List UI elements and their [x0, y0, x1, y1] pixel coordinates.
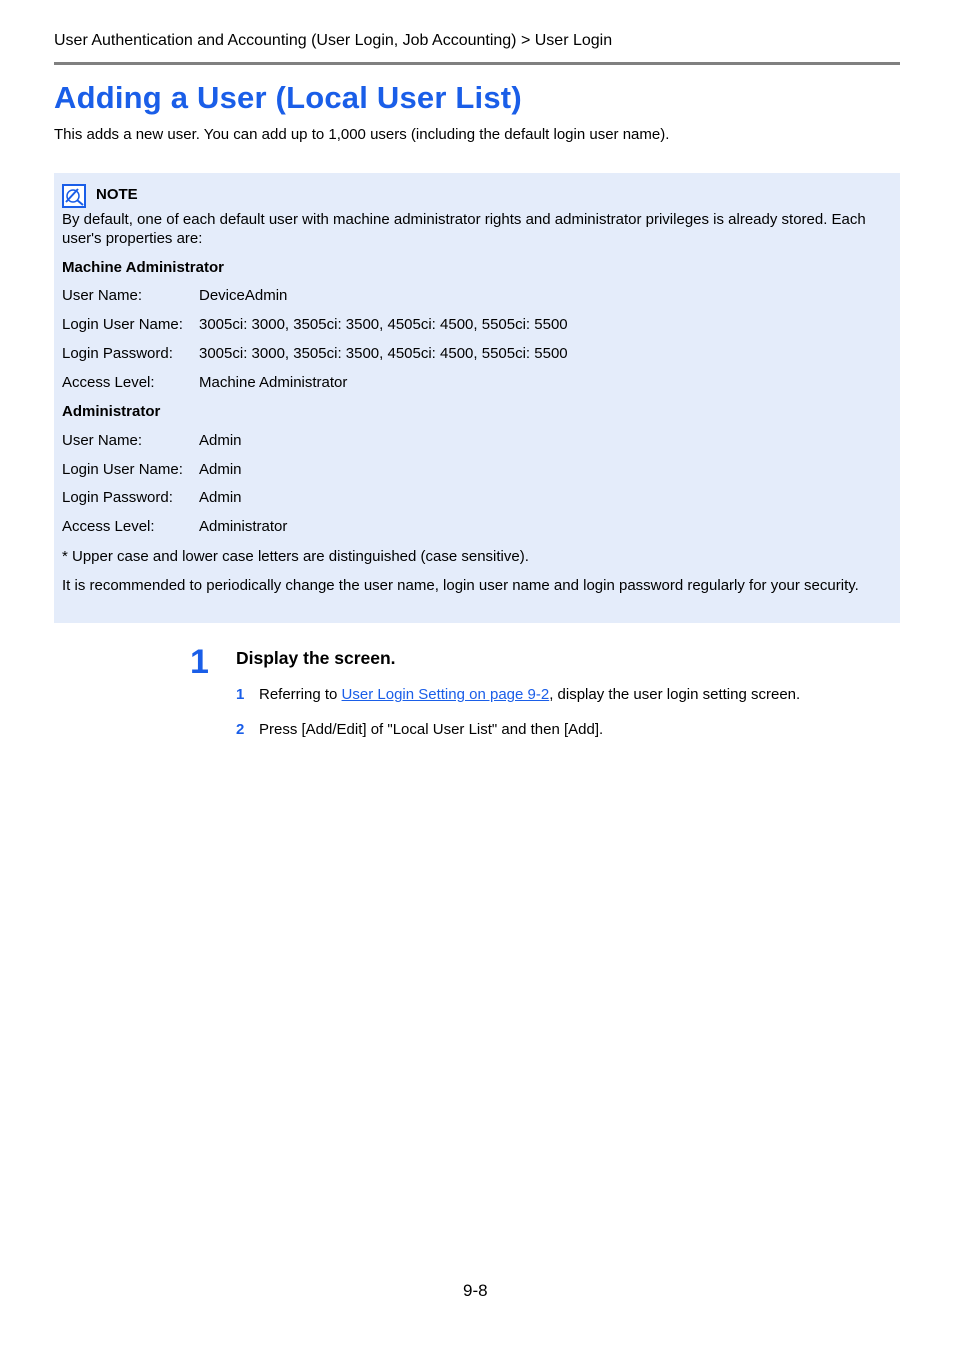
page-number: 9-8 [463, 1281, 488, 1300]
step-number: 1 [190, 643, 209, 681]
breadcrumb: User Authentication and Accounting (User Login, Job Accounting) > User Login [54, 32, 613, 49]
property-key: Access Level: [62, 518, 155, 535]
substep-text: Press [Add/Edit] of "Local User List" and then [Add]. [259, 721, 604, 738]
substep-number: 2 [236, 721, 245, 738]
property-key: User Name: [62, 432, 143, 449]
note-icon [62, 184, 86, 208]
property-value: DeviceAdmin [199, 287, 288, 304]
property-key: Access Level: [62, 374, 155, 391]
property-key: Login Password: [62, 345, 173, 362]
substep-text-after: , display the user login setting screen. [549, 686, 801, 703]
property-value: Admin [199, 489, 242, 506]
property-value: Admin [199, 432, 242, 449]
substep-text [259, 686, 800, 703]
machine-admin-heading: Machine Administrator [62, 259, 224, 276]
property-value: 3005ci: 3000, 3505ci: 3500, 4505ci: 4500, 5505ci: 5500 [199, 345, 568, 362]
property-value: Administrator [199, 518, 288, 535]
substep-number: 1 [236, 686, 245, 703]
recommendation: It is recommended to periodically change the user name, login user name and login password regularly for your security. [62, 577, 859, 594]
intro-text: This adds a new user. You can add up to 1,000 users (including the default login user name). [54, 126, 670, 143]
property-value: 3005ci: 3000, 3505ci: 3500, 4505ci: 4500, 5505ci: 5500 [199, 316, 568, 333]
property-key: Login Password: [62, 489, 173, 506]
note-intro: By default, one of each default user with machine administrator rights and administrator privileges is already stored. Each user's properties are: [62, 211, 866, 247]
property-value: Machine Administrator [199, 374, 348, 391]
property-key: Login User Name: [62, 461, 183, 478]
admin-heading: Administrator [62, 403, 161, 420]
property-value: Admin [199, 461, 242, 478]
property-key: Login User Name: [62, 316, 183, 333]
user-login-setting-link[interactable]: User Login Setting on page 9-2 [341, 686, 550, 703]
note-box [54, 173, 900, 623]
note-title: NOTE [96, 186, 138, 203]
page-title: Adding a User (Local User List) [54, 80, 522, 115]
case-note: * Upper case and lower case letters are distinguished (case sensitive). [62, 548, 529, 565]
substep-text-before: Referring to [259, 686, 342, 703]
header-rule [54, 62, 900, 65]
step-title: Display the screen. [236, 648, 396, 668]
property-key: User Name: [62, 287, 143, 304]
